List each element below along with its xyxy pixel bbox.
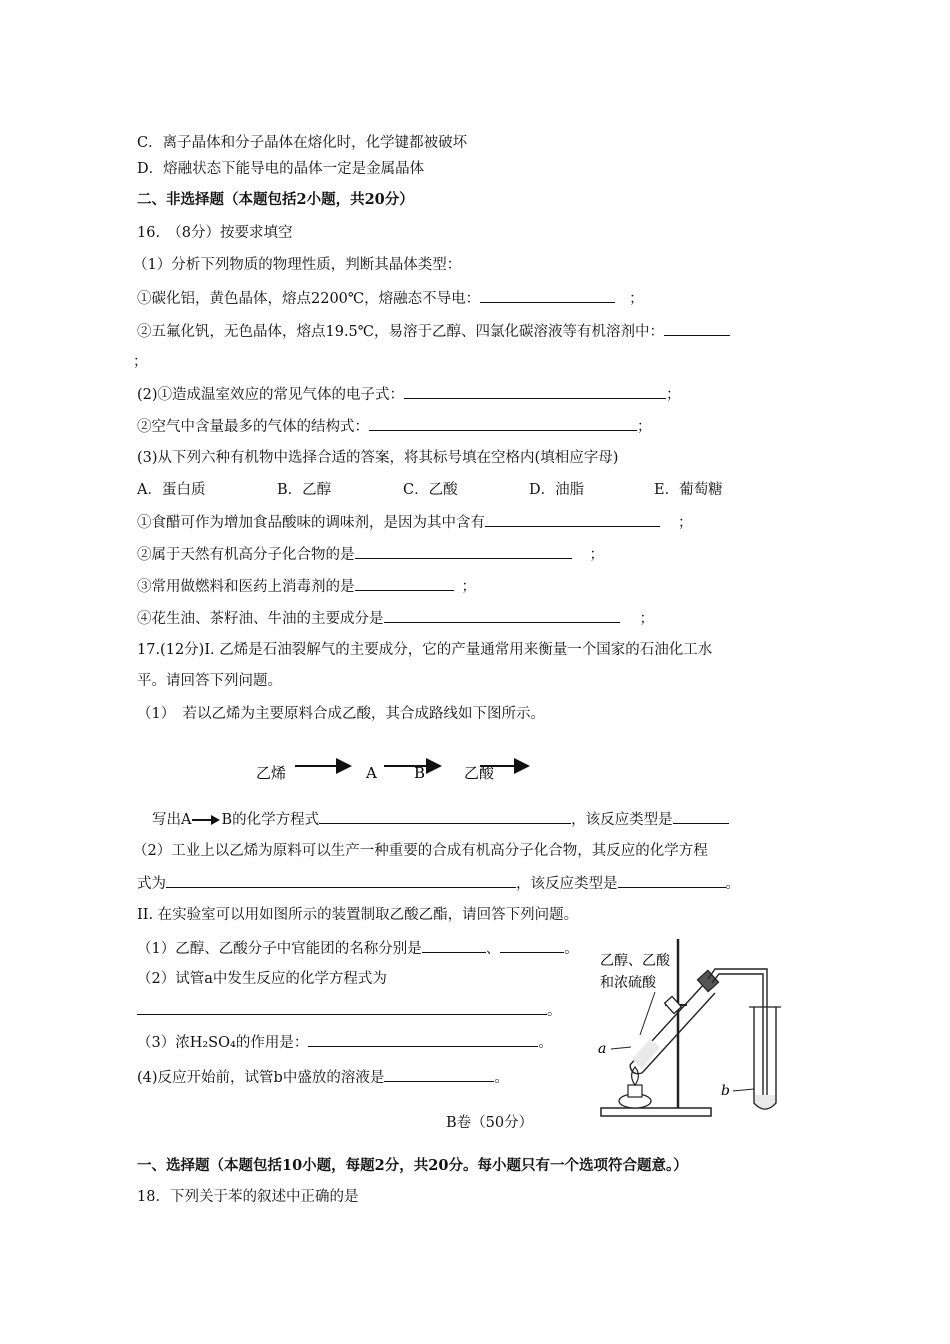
b-section-1-heading: 一、选择题（本题包括10小题，每题2分，共20分。每小题只有一个选项符合题意。） xyxy=(137,1157,688,1174)
arrow-icon xyxy=(191,814,221,826)
q16-part1: （1）分析下列物质的物理性质，判断其晶体类型： xyxy=(133,257,462,273)
answer-blank[interactable] xyxy=(618,873,726,888)
q17-ii-4-text: (4)反应开始前，试管b中盛放的溶液是 xyxy=(137,1070,385,1086)
delivery-tube xyxy=(712,974,763,1103)
reagent-label: 和浓硫酸 xyxy=(600,975,656,991)
answer-blank[interactable] xyxy=(369,416,637,431)
answer-blank[interactable] xyxy=(422,938,486,953)
semicolon: ； xyxy=(639,611,654,627)
answer-blank[interactable] xyxy=(404,384,666,399)
q17-ii-2: （2）试管a中发生反应的化学方程式为 xyxy=(137,971,387,987)
q16-part3: (3)从下列六种有机物中选择合适的答案，将其标号填在空格内(填相应字母) xyxy=(137,450,619,466)
q17-write-1: 写出A xyxy=(152,812,192,828)
route-start: 乙烯 xyxy=(256,764,287,782)
option-d: D．熔融状态下能导电的晶体一定是金属晶体 xyxy=(137,161,425,177)
q17-write-3: ，该反应类型是 xyxy=(571,812,673,828)
leader-line xyxy=(611,1047,631,1049)
answer-blank[interactable] xyxy=(673,809,729,824)
route-end: 乙酸 xyxy=(464,764,495,782)
question-17-cont: 平。请回答下列问题。 xyxy=(137,673,282,689)
period: 。 xyxy=(547,1003,562,1019)
q17-part1: （1） 若以乙烯为主要原料合成乙酸，其合成路线如下图所示。 xyxy=(137,706,545,722)
flame-icon xyxy=(632,1067,639,1085)
route-a: A xyxy=(366,764,377,782)
reagent-label: 乙醇、乙酸 xyxy=(600,953,670,969)
q16-1b xyxy=(137,321,730,342)
q16-3d-text: ④花生油、茶籽油、牛油的主要成分是 xyxy=(137,611,384,627)
q17-ii-4 xyxy=(137,1067,509,1088)
synthesis-route-diagram xyxy=(250,752,540,792)
q16-3a xyxy=(137,512,693,533)
ester-apparatus-diagram xyxy=(595,935,795,1120)
q17-write-2: B的化学方程式 xyxy=(221,812,320,828)
option-c: C．离子晶体和分子晶体在熔化时，化学键都被破坏 xyxy=(137,135,468,151)
b-volume-title: B卷（50分） xyxy=(446,1115,534,1131)
question-18: 18．下列关于苯的叙述中正确的是 xyxy=(137,1189,359,1205)
period: 。 xyxy=(538,1035,553,1051)
answer-blank[interactable] xyxy=(480,288,615,303)
question-17: 17.(12分)I. 乙烯是石油裂解气的主要成分，它的产量通常用来衡量一个国家的石油化工水 xyxy=(137,642,713,658)
period: 。 xyxy=(564,941,579,957)
q17-ii: II. 在实验室可以用如图所示的装置制取乙酸乙酯，请回答下列问题。 xyxy=(137,907,579,923)
semicolon: ； xyxy=(637,419,652,435)
q17-ii-1-sep: 、 xyxy=(485,941,501,957)
q16-3c xyxy=(137,576,476,597)
route-b: B xyxy=(414,764,426,782)
q16-3b-text: ②属于天然有机高分子化合物的是 xyxy=(137,547,355,563)
q17-part2-cont xyxy=(137,873,740,894)
answer-blank[interactable] xyxy=(485,512,660,527)
section-2-heading: 二、非选择题（本题包括2小题，共20分） xyxy=(137,191,414,208)
semicolon: ； xyxy=(589,547,604,563)
answer-blank[interactable] xyxy=(355,576,454,591)
q16-1a-text: ①碳化铝，黄色晶体，熔点2200℃，熔融态不导电： xyxy=(137,291,481,307)
burner-neck xyxy=(628,1085,642,1097)
tube-b-label: b xyxy=(721,1083,730,1099)
q16-1a xyxy=(137,288,644,309)
question-16: 16. （8分）按要求填空 xyxy=(137,225,293,241)
q17-ii-2-blank xyxy=(137,1000,562,1021)
semicolon: ； xyxy=(678,515,693,531)
stand-base xyxy=(601,1108,711,1116)
answer-blank[interactable] xyxy=(308,1032,538,1047)
option-c: C．乙酸 xyxy=(403,482,458,498)
q17-ii-1-text: （1）乙醇、乙酸分子中官能团的名称分别是 xyxy=(137,941,422,957)
semicolon: ； xyxy=(629,291,644,307)
q17-ii-3 xyxy=(137,1032,553,1053)
delivery-tube xyxy=(708,969,767,1103)
q16-3a-text: ①食醋可作为增加食品酸味的调味剂，是因为其中含有 xyxy=(137,515,485,531)
q16-2b xyxy=(137,416,652,437)
answer-blank[interactable] xyxy=(137,1000,547,1015)
answer-blank[interactable] xyxy=(166,873,516,888)
q16-3d xyxy=(137,608,654,629)
q16-3b xyxy=(137,544,604,565)
q16-2b-text: ②空气中含量最多的气体的结构式： xyxy=(137,419,369,435)
option-e: E．葡萄糖 xyxy=(654,482,723,498)
answer-blank[interactable] xyxy=(500,938,564,953)
q17-part2: （2）工业上以乙烯为原料可以生产一种重要的合成有机高分子化合物，其反应的化学方程 xyxy=(133,843,708,859)
semicolon: ； xyxy=(133,354,148,370)
tube-b xyxy=(754,1007,776,1109)
option-d: D．油脂 xyxy=(529,482,585,498)
q17-part2-b2: ，该反应类型是 xyxy=(516,876,618,892)
q16-2a xyxy=(137,384,681,405)
q17-ii-1 xyxy=(137,938,579,959)
q16-3c-text: ③常用做燃料和医药上消毒剂的是 xyxy=(137,579,355,595)
tube-a-liquid xyxy=(632,1039,660,1069)
period: 。 xyxy=(725,876,740,892)
answer-blank[interactable] xyxy=(319,809,571,824)
leader-line xyxy=(733,1089,754,1091)
answer-blank[interactable] xyxy=(384,608,620,623)
q17-part2-b1: 式为 xyxy=(137,876,166,892)
q17-ii-3-text: （3）浓H₂SO₄的作用是： xyxy=(137,1035,309,1051)
answer-blank[interactable] xyxy=(384,1067,494,1082)
semicolon: ； xyxy=(666,387,681,403)
answer-blank[interactable] xyxy=(355,544,572,559)
option-b: B．乙醇 xyxy=(277,482,332,498)
q17-write-equation xyxy=(152,809,729,830)
q16-1b-text: ②五氟化钒，无色晶体，熔点19.5℃，易溶于乙醇、四氯化碳溶液等有机溶剂中： xyxy=(137,324,665,340)
answer-blank[interactable] xyxy=(664,321,730,336)
tube-a-label: a xyxy=(598,1041,607,1057)
q16-2a-text: (2)①造成温室效应的常见气体的电子式： xyxy=(137,387,405,403)
leader-line xyxy=(640,992,655,1035)
period: 。 xyxy=(494,1070,509,1086)
option-a: A．蛋白质 xyxy=(137,482,206,498)
semicolon: ； xyxy=(461,579,476,595)
